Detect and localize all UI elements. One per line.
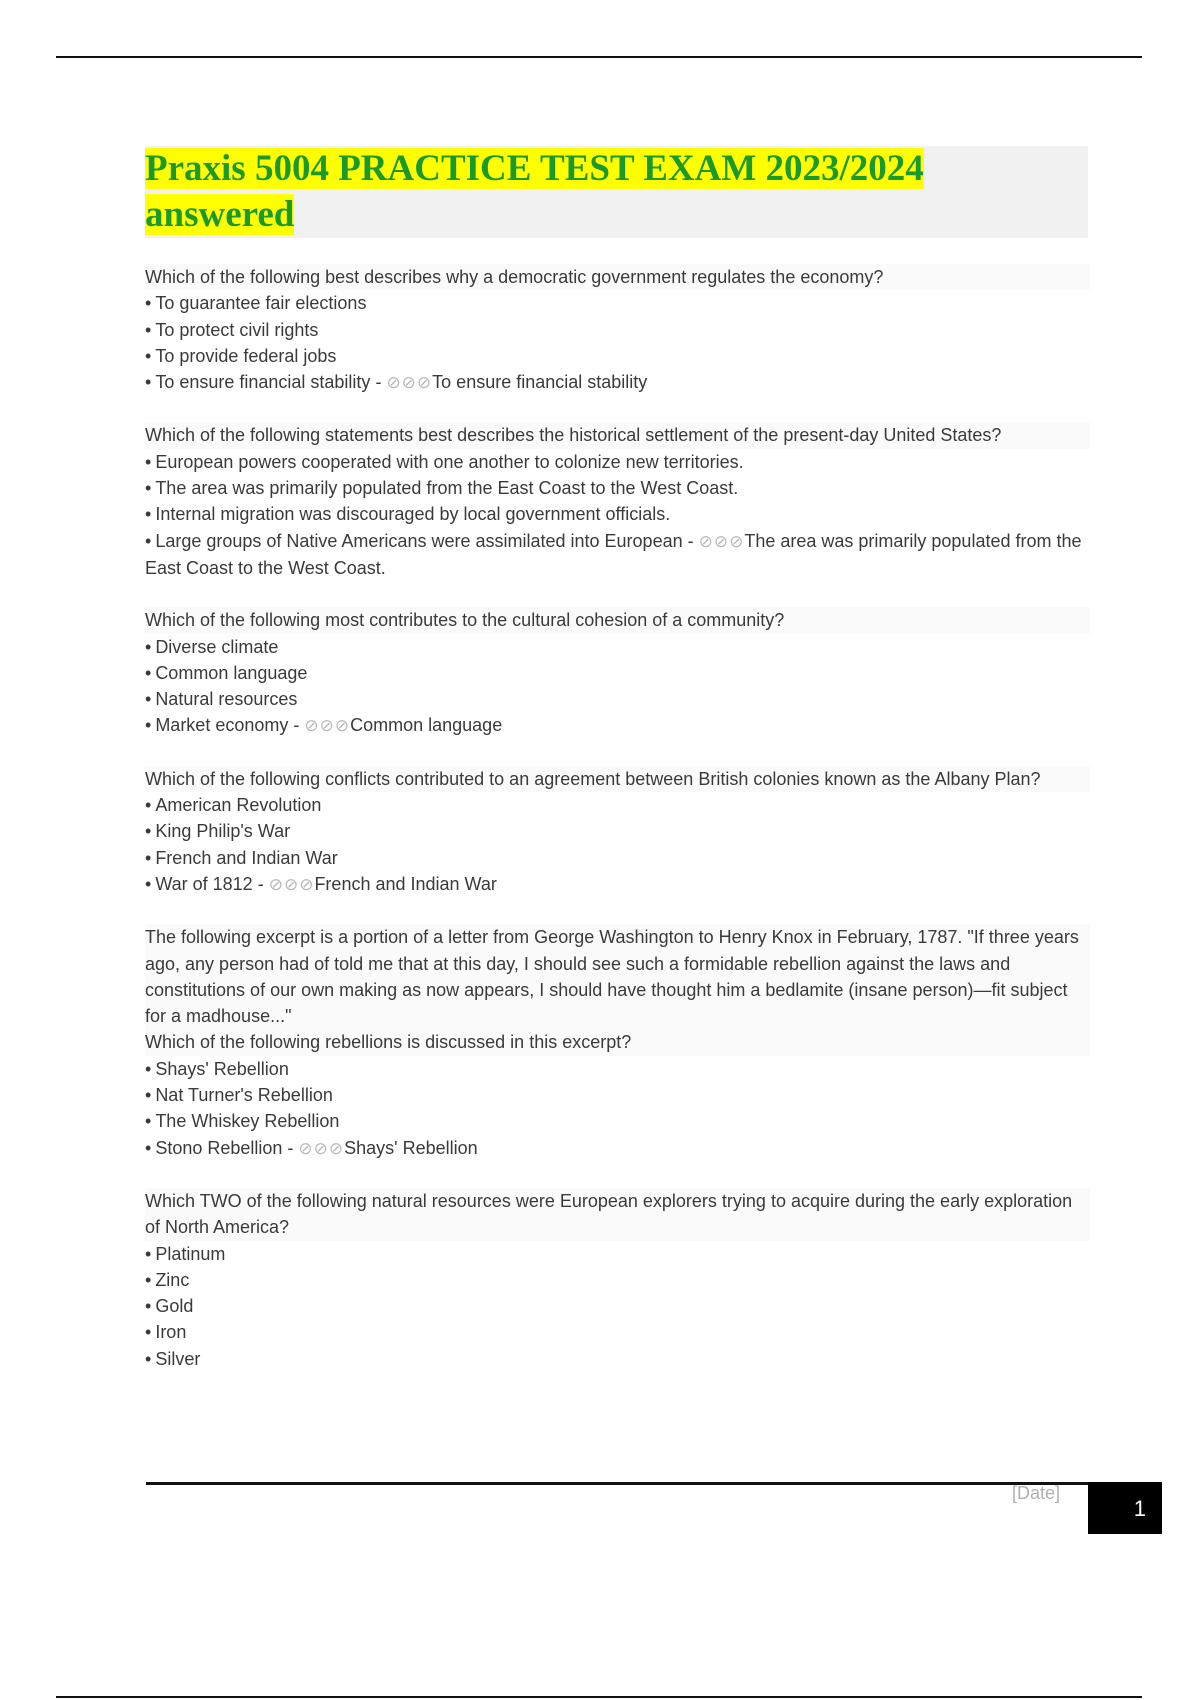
footer-date: [Date] [1012,1483,1061,1503]
question-block [145,924,1090,1162]
option-item: • Zinc [145,1269,190,1290]
option-item-with-answer: • Market economy - ⊘⊘⊘Common language [145,715,503,736]
option-item: • Natural resources [145,689,298,710]
option-item: • Diverse climate [145,636,279,657]
options-list [145,1056,1090,1162]
options-list [145,634,1090,740]
options-list [145,290,1090,396]
option-item: • The area was primarily populated from the East Coast to the West Coast. [145,478,739,499]
option-item: • Shays' Rebellion [145,1058,289,1079]
question-block [145,766,1090,898]
header-rule [56,56,1142,58]
check-icons: ⊘⊘⊘ [298,1138,345,1158]
option-item: • Iron [145,1322,187,1343]
document-title: Praxis 5004 PRACTICE TEST EXAM 2023/2024 answered [145,148,924,235]
answer-text: To ensure financial stability [432,372,648,393]
check-icons: ⊘⊘⊘ [698,531,745,551]
question-block [145,422,1090,581]
option-item: • Common language [145,662,308,683]
answer-text: Common language [350,715,503,736]
option-item: • American Revolution [145,795,322,816]
check-icons: ⊘⊘⊘ [268,874,315,894]
option-item: • Platinum [145,1243,226,1264]
option-item: • To provide federal jobs [145,345,337,366]
option-item-with-answer: • Stono Rebellion - ⊘⊘⊘Shays' Rebellion [145,1137,478,1158]
answer-text: The area was primarily populated from the East Coast to the West Coast. [145,530,1082,578]
question-text: Which of the following most contributes to the cultural cohesion of a community? [145,607,1090,633]
option-item-with-answer: • War of 1812 - ⊘⊘⊘French and Indian War [145,873,497,894]
option-item-with-answer: • To ensure financial stability - ⊘⊘⊘To ensure financial stability [145,372,648,393]
question-text: Which TWO of the following natural resources were European explorers trying to acquire during the early exploration of North America? [145,1188,1090,1241]
page-bottom-rule [56,1696,1142,1698]
option-item: • To protect civil rights [145,319,319,340]
options-list [145,1241,1090,1372]
option-item: • European powers cooperated with one another to colonize new territories. [145,451,744,472]
option-item: • Nat Turner's Rebellion [145,1085,333,1106]
footer-rule [146,1482,1090,1485]
option-item: • King Philip's War [145,821,291,842]
options-list [145,449,1090,581]
check-icons: ⊘⊘⊘ [304,716,351,736]
check-icons: ⊘⊘⊘ [386,373,433,393]
answer-text: Shays' Rebellion [344,1137,478,1158]
answer-text: French and Indian War [314,873,497,894]
option-item: • Gold [145,1296,194,1317]
option-item-with-answer: • Large groups of Native Americans were assimilated into European - ⊘⊘⊘The area was primarily populated from the East Coast to the West Coast. [145,530,1082,578]
question-block [145,264,1090,396]
option-item: • French and Indian War [145,847,338,868]
option-item: • Internal migration was discouraged by local government officials. [145,504,671,525]
subquestion-text: Which of the following rebellions is discussed in this excerpt? [145,1029,1090,1055]
question-text: The following excerpt is a portion of a letter from George Washington to Henry Knox in February, 1787. "If three years ago, any person had of told me that at this day, I should see such a formidable rebellion against the laws and constitutions of our own making as now appears, I should have thought him a bedlamite (insane person)—fit subject for a madhouse..." [145,924,1090,1029]
option-item: • To guarantee fair elections [145,293,367,314]
option-item: • The Whiskey Rebellion [145,1111,340,1132]
question-list [145,264,1090,1398]
question-text: Which of the following best describes why a democratic government regulates the economy? [145,264,1090,290]
question-text: Which of the following conflicts contributed to an agreement between British colonies known as the Albany Plan? [145,766,1090,792]
options-list [145,792,1090,898]
option-item: • Silver [145,1348,201,1369]
page-number: 1 [1088,1482,1162,1534]
question-block [145,607,1090,739]
question-block [145,1188,1090,1372]
question-text: Which of the following statements best describes the historical settlement of the present-day United States? [145,422,1090,448]
